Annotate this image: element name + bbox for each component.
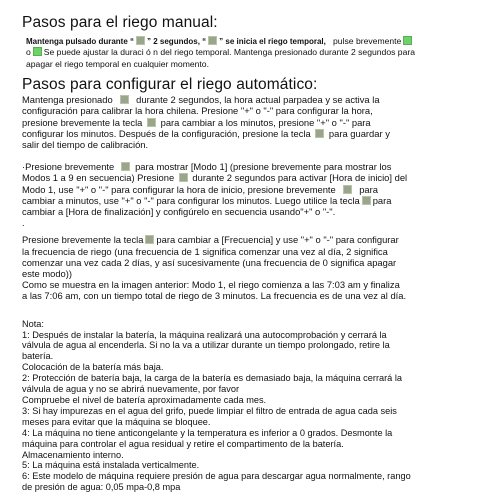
minus-key-icon [33, 47, 42, 56]
note-line: de presión de agua: 0,05 mpa-0,8 mpa [22, 482, 181, 493]
note-line: 5: La máquina está instalada verticalmente. [22, 460, 200, 471]
manual-line-1: Mantenga pulsado durante “ ” 2 segundos, “ ” se inicia el riego temporal, pulse brevemente [26, 36, 472, 47]
note-line: batería. [22, 351, 54, 362]
note-line: válvula de agua y no se abrirá nuevamente, por favor [22, 384, 240, 395]
note-line: 4: La máquina no tiene anticongelante y la temperatura es inferior a 0 grados. Desmonte la [22, 427, 393, 438]
set-key-icon [120, 95, 129, 104]
set-key-icon [315, 129, 324, 138]
auto-steps: Mantenga presionado durante 2 segundos, la hora actual parpadea y se activa la configuración para calibrar la hora chilena. Presione "+" o "-" para configurar la hora, presione brevemente la tecla para cambiar a los minutos, presione "+" o "-" para configurar los minutos. Después de la configuración, presione la tecla para guardar y salir del tiempo de calibración. ·Presione brevemente para mostrar [Modo 1] (presione brevemente para mostrar los Modos 1 a 9 en secuencia) Presione durante 2 segundos para activar [Hora de inicio] del Modo 1, use "+" o "-" para configurar la hora de inicio, presione brevemente para cambiar a minutos, use "+" o "-" para configurar los minutos. Luego utilice la tecla para cambiar a [Hora de finalización] y configúrelo en secuencia usando"+" o "-". . Presione brevemente la tecla para cambiar a [Frecuencia] y use "+" o "-" para configurar la frecuencia de riego (una frecuencia de 1 significa comenzar una vez al día, 2 significa comenzar una vez cada 2 días, y así sucesivamente (una frecuencia de 0 significa apagar este modo)) Como se muestra en la imagen anterior: Modo 1, el riego comienza a las 7:03 am y finaliza a las 7:06 am, con un tiempo total de riego de 3 minutos. La frecuencia es de una vez al día. [22, 94, 408, 302]
mode-key-icon [343, 185, 352, 194]
note-line: 6: Este modelo de máquina requiere presión de agua para descargar agua normalmente, rango [22, 471, 411, 482]
note-line: 3: Si hay impurezas en el agua del grifo, puede limpiar el filtro de entrada de agua cada seis [22, 405, 397, 416]
manual-heading: Pasos para el riego manual: [22, 14, 218, 31]
mode-key-icon [179, 173, 188, 182]
mode-key-icon [121, 162, 130, 171]
manual-line-3: apagar el riego temporal en cualquier momento. [26, 58, 209, 69]
note-line: 1: Después de instalar la batería, la máquina realizará una autocomprobación y cerrará la [22, 329, 387, 340]
note-line: 2: Protección de batería baja, la carga de la batería es demasiado baja, la máquina cerrará la [22, 373, 402, 384]
mode-key-icon [362, 196, 371, 205]
set-key-icon [147, 118, 156, 127]
auto-heading: Pasos para configurar el riego automático: [22, 76, 318, 94]
manual-steps [22, 36, 472, 70]
note-line: máquina para controlar el agua residual y retire el compartimento de la batería. [22, 438, 344, 449]
notes-section [22, 319, 472, 494]
note-line: meses para evitar que la máquina se bloquee. [22, 416, 211, 427]
instructions-page [22, 14, 472, 493]
note-line: Colocación de la batería más baja. [22, 362, 164, 373]
note-line: Almacenamiento interno. [22, 449, 124, 460]
mode-key-icon [145, 235, 154, 244]
notes-title: Nota: [22, 318, 44, 329]
manual-key-icon [208, 36, 217, 45]
note-line: Compruebe el nivel de batería aproximadamente cada mes. [22, 395, 267, 406]
manual-line-2: o Se puede ajustar la duraci ó n del riego temporal. Mantenga presionado durante 2 segundos para [26, 47, 415, 58]
plus-key-icon [403, 36, 412, 45]
note-line: válvula de agua al encenderla. Si no la va a utilizar durante un tiempo prolongado, retire la [22, 340, 390, 351]
manual-key-icon [136, 36, 145, 45]
